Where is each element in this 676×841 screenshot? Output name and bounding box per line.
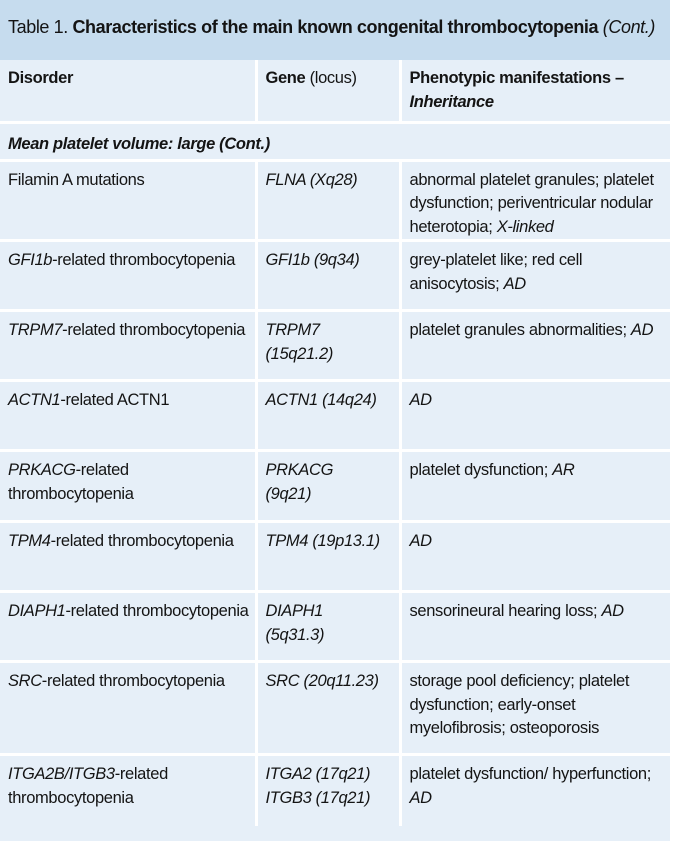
disorder-cell: ITGA2B/ITGB3-related thrombocytopenia: [0, 755, 256, 826]
disorder-cell: SRC-related thrombocytopenia: [0, 662, 256, 755]
gene-cell: SRC (20q11.23): [256, 662, 400, 755]
disorder-cell: Filamin A mutations: [0, 160, 256, 241]
header-phenotype: Phenotypic manifestations – Inheritance: [400, 60, 670, 122]
gene-cell: DIAPH1 (5q31.3): [256, 592, 400, 662]
table-row: [0, 522, 670, 592]
disorder-cell: PRKACG-related thrombocytopenia: [0, 451, 256, 522]
table-row: [0, 755, 670, 826]
phenotype-cell: storage pool deficiency; platelet dysfunction; early-onset myelofibrosis; osteoporosis: [400, 662, 670, 755]
disorder-cell: TPM4-related thrombocytopenia: [0, 522, 256, 592]
table-row: [0, 241, 670, 311]
disorder-cell: GFI1b-related thrombocytopenia: [0, 241, 256, 311]
disorder-cell: TRPM7-related thrombocytopenia: [0, 311, 256, 381]
gene-cell: TRPM7 (15q21.2): [256, 311, 400, 381]
table-row: [0, 592, 670, 662]
disorder-cell: ACTN1-related ACTN1: [0, 381, 256, 451]
table-row: [0, 160, 670, 241]
phenotype-cell: platelet dysfunction; AR: [400, 451, 670, 522]
phenotype-cell: platelet granules abnormalities; AD: [400, 311, 670, 381]
phenotype-cell: AD: [400, 381, 670, 451]
phenotype-cell: grey-platelet like; red cell anisocytosis; AD: [400, 241, 670, 311]
gene-cell: ITGA2 (17q21) ITGB3 (17q21): [256, 755, 400, 826]
gene-cell: ACTN1 (14q24): [256, 381, 400, 451]
header-disorder: Disorder: [0, 60, 256, 122]
section-title: Mean platelet volume: large (Cont.): [0, 122, 670, 160]
table-row: [0, 381, 670, 451]
gene-cell: GFI1b (9q34): [256, 241, 400, 311]
table-row: [0, 662, 670, 755]
phenotype-cell: platelet dysfunction/ hyperfunction; AD: [400, 755, 670, 826]
gene-cell: FLNA (Xq28): [256, 160, 400, 241]
phenotype-cell: sensorineural hearing loss; AD: [400, 592, 670, 662]
gene-cell: PRKACG (9q21): [256, 451, 400, 522]
table-row: [0, 451, 670, 522]
disorder-cell: DIAPH1-related thrombocytopenia: [0, 592, 256, 662]
caption-cont: (Cont.): [602, 17, 655, 37]
phenotype-cell: abnormal platelet granules; platelet dysfunction; periventricular nodular heterotopia; X-linked: [400, 160, 670, 241]
phenotype-cell: AD: [400, 522, 670, 592]
section-row: [0, 122, 670, 160]
table-caption: [0, 0, 670, 60]
header-gene: Gene (locus): [256, 60, 400, 122]
table-row: [0, 311, 670, 381]
thrombocytopenia-table: [0, 60, 670, 826]
caption-prefix: Table 1.: [8, 17, 73, 37]
caption-title: Characteristics of the main known congenital thrombocytopenia: [72, 17, 599, 37]
gene-cell: TPM4 (19p13.1): [256, 522, 400, 592]
header-row: [0, 60, 670, 122]
